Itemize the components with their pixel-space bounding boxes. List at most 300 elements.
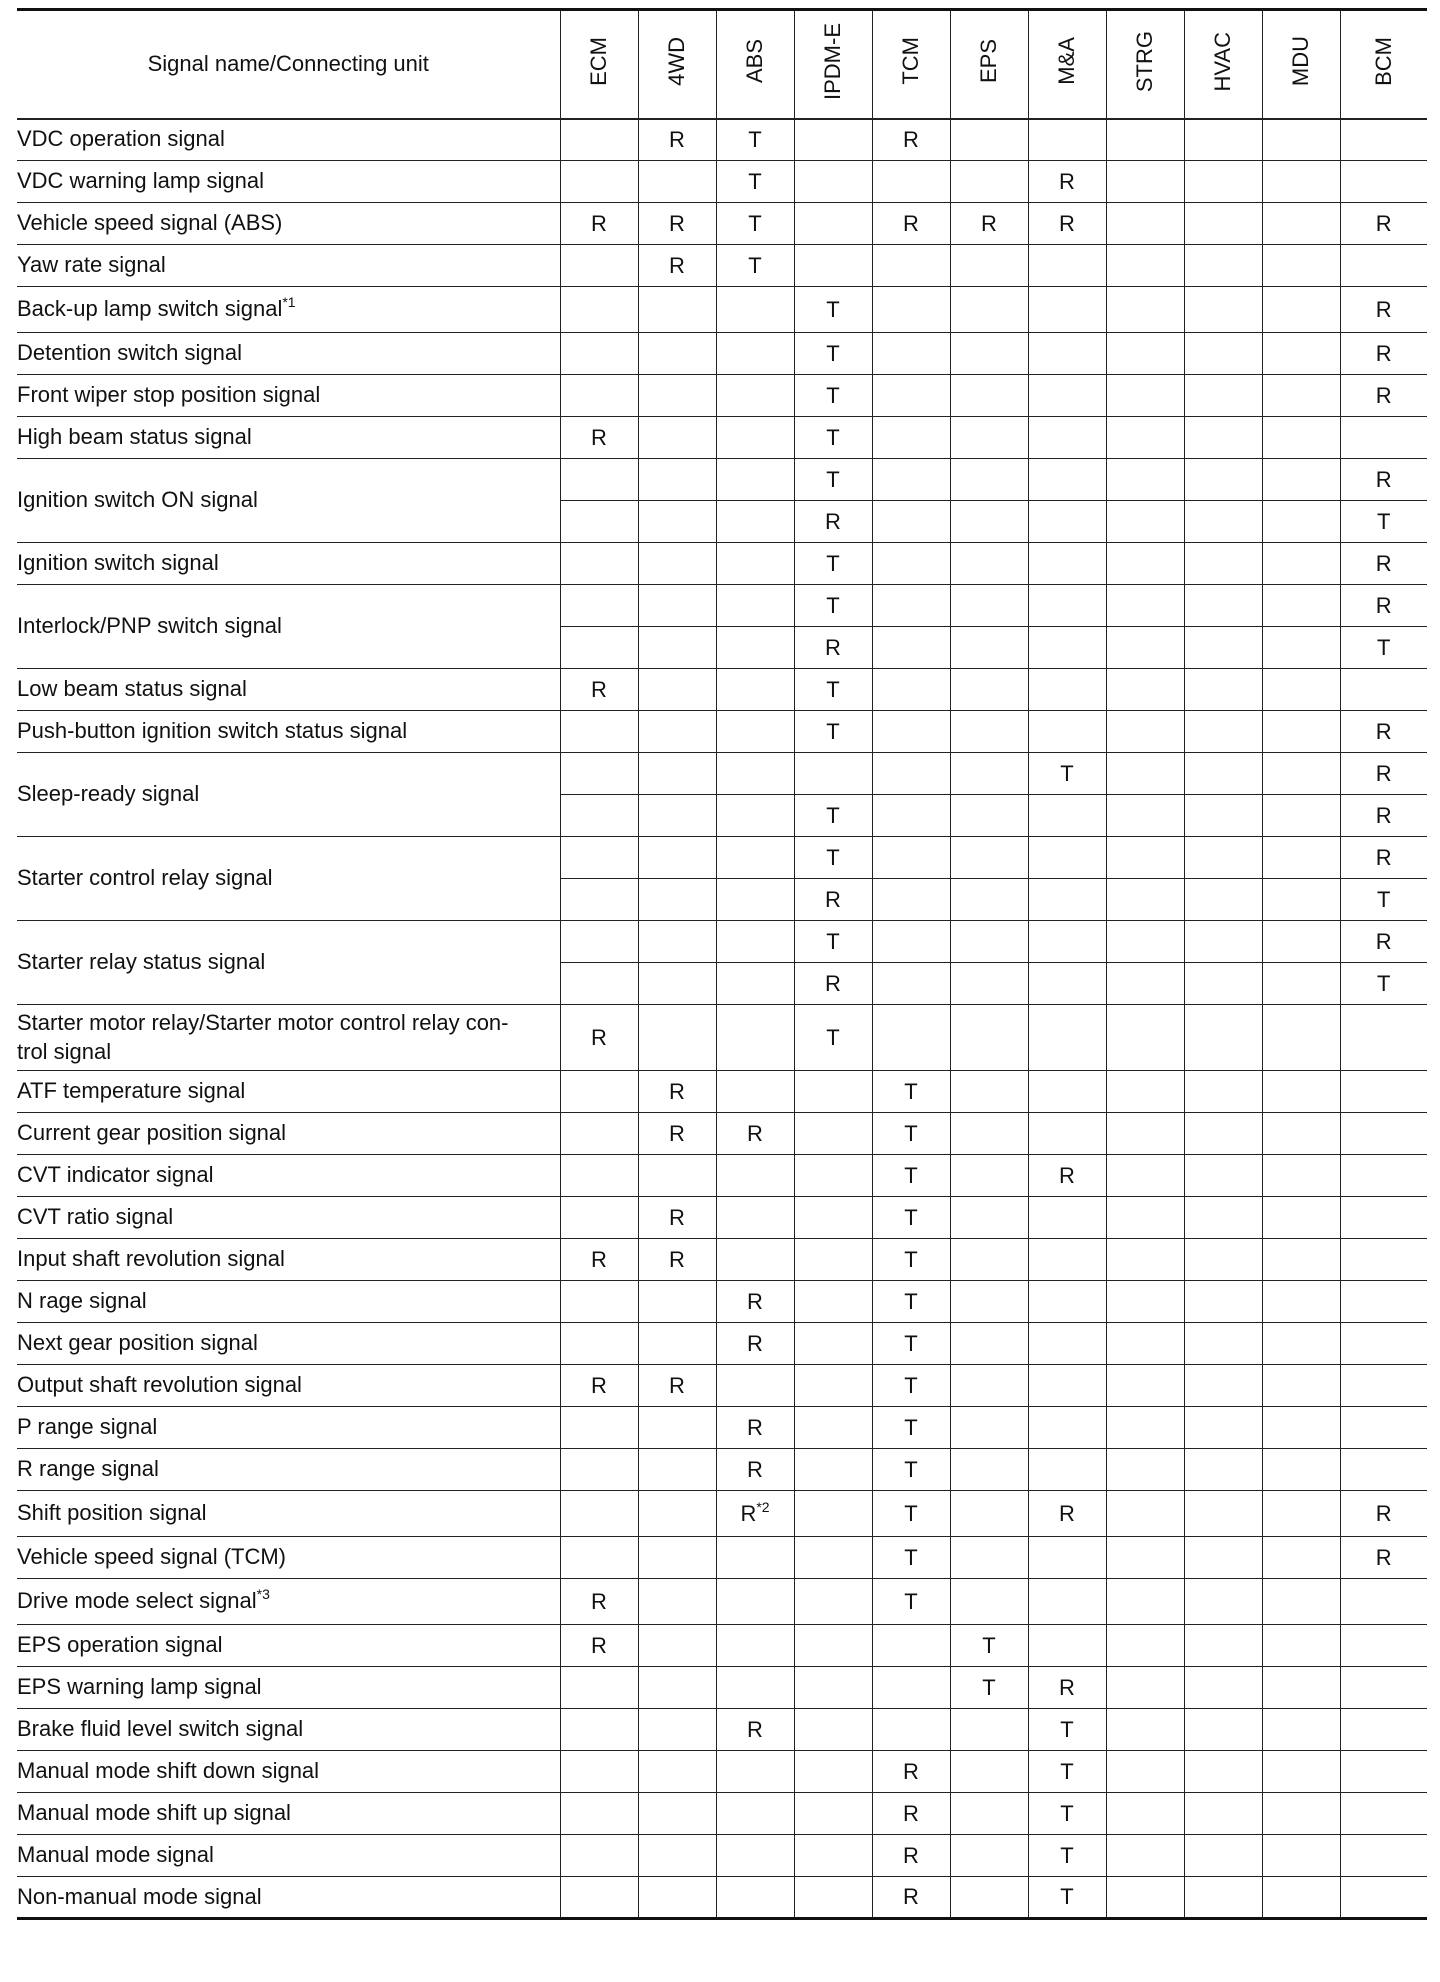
signal-cell [1106,1323,1184,1365]
signal-name-text: R range signal [17,1456,159,1482]
signal-cell [950,1365,1028,1407]
signal-cell [638,543,716,585]
signal-cell [560,1835,638,1877]
signal-cell: T [1028,1709,1106,1751]
signal-name-text: N rage signal [17,1288,147,1314]
table-row [17,1155,1427,1197]
signal-name [17,119,560,161]
signal-cell [794,119,872,161]
signal-cell [1340,1113,1427,1155]
signal-cell [716,1877,794,1919]
table-row [17,375,1427,417]
signal-name-text: Vehicle speed signal (ABS) [17,210,283,236]
signal-cell [950,627,1028,669]
signal-cell [560,119,638,161]
signal-name-text: Sleep-ready signal [17,781,200,807]
signal-cell [1106,1449,1184,1491]
signal-name [17,161,560,203]
signal-name-text: P range signal [17,1414,158,1440]
signal-cell [1106,1579,1184,1625]
signal-cell [716,585,794,627]
signal-cell [1028,585,1106,627]
signal-cell [1184,669,1262,711]
signal-cell [1340,1667,1427,1709]
signal-cell [1262,669,1340,711]
signal-cell: T [1340,627,1427,669]
signal-cell [950,585,1028,627]
signal-cell [1262,1407,1340,1449]
signal-name [17,1579,560,1625]
signal-cell [1106,711,1184,753]
signal-name [17,837,560,921]
signal-cell [638,795,716,837]
unit-label: 4WD [664,36,689,86]
column-header-unit [716,10,794,119]
signal-cell [950,837,1028,879]
signal-name-text: Non-manual mode signal [17,1883,262,1909]
signal-cell [1340,669,1427,711]
signal-cell [716,1751,794,1793]
signal-cell [560,1113,638,1155]
signal-cell [872,245,950,287]
signal-cell: R [560,1579,638,1625]
signal-name-text: Low beam status signal [17,676,247,702]
signal-cell [716,1239,794,1281]
signal-cell [638,1323,716,1365]
table-row [17,161,1427,203]
signal-cell [1028,795,1106,837]
signal-cell [1106,1667,1184,1709]
signal-cell: R [1340,795,1427,837]
signal-cell [1106,1113,1184,1155]
signal-table-container [17,8,1427,1920]
signal-cell [950,245,1028,287]
signal-cell [950,963,1028,1005]
signal-name [17,1239,560,1281]
signal-cell [1262,1751,1340,1793]
signal-cell [1262,1579,1340,1625]
signal-name-text: Front wiper stop position signal [17,382,321,408]
signal-cell [1184,1793,1262,1835]
signal-cell: T [794,459,872,501]
signal-cell [1106,1071,1184,1113]
signal-cell [1106,1835,1184,1877]
signal-cell [560,161,638,203]
signal-cell [1184,459,1262,501]
signal-cell: R [950,203,1028,245]
signal-name [17,203,560,245]
signal-name-line: Starter motor relay/Starter motor control relay con- [17,1009,509,1035]
signal-cell: R [794,501,872,543]
signal-cell: R [1028,1667,1106,1709]
column-header-unit [1028,10,1106,119]
signal-name [17,1155,560,1197]
signal-cell [872,585,950,627]
column-header-unit [1106,10,1184,119]
table-row [17,1197,1427,1239]
signal-cell [560,1281,638,1323]
signal-cell [950,1071,1028,1113]
signal-name [17,1449,560,1491]
signal-cell [1340,1835,1427,1877]
signal-cell [1262,879,1340,921]
signal-cell [794,1407,872,1449]
signal-cell [1184,1625,1262,1667]
signal-name [17,1835,560,1877]
column-header-unit [560,10,638,119]
signal-cell [794,1709,872,1751]
signal-cell [1184,1407,1262,1449]
unit-label: MDU [1288,36,1313,87]
signal-cell [1340,1625,1427,1667]
signal-name-text: Next gear position signal [17,1330,258,1356]
signal-cell [950,669,1028,711]
signal-cell: R [1340,711,1427,753]
signal-cell [560,879,638,921]
signal-cell [1184,287,1262,333]
signal-cell [1028,119,1106,161]
table-row [17,1113,1427,1155]
signal-cell [872,459,950,501]
signal-cell [560,375,638,417]
signal-cell [1262,1667,1340,1709]
table-row [17,1835,1427,1877]
signal-name-text: Detention switch signal [17,340,243,366]
signal-cell: T [1028,1877,1106,1919]
table-row [17,1323,1427,1365]
signal-cell [872,627,950,669]
signal-cell [1106,1491,1184,1537]
signal-cell [1028,1113,1106,1155]
signal-cell [1106,1625,1184,1667]
signal-name [17,287,560,333]
signal-cell [560,1197,638,1239]
table-row [17,417,1427,459]
signal-cell [1340,1877,1427,1919]
signal-cell [1028,921,1106,963]
signal-cell [872,879,950,921]
signal-cell [716,543,794,585]
signal-cell [1262,417,1340,459]
signal-cell [950,1197,1028,1239]
signal-cell [1262,963,1340,1005]
signal-cell [1184,501,1262,543]
signal-cell [1262,1793,1340,1835]
signal-cell [1340,119,1427,161]
signal-cell [1340,1197,1427,1239]
signal-cell [950,1281,1028,1323]
signal-cell: T [716,161,794,203]
signal-cell [716,375,794,417]
signal-name-text: Vehicle speed signal (TCM) [17,1544,287,1570]
signal-cell [1106,1005,1184,1071]
signal-cell: R [1028,161,1106,203]
signal-name-text: Brake fluid level switch signal [17,1716,304,1742]
table-row [17,1281,1427,1323]
signal-cell [638,1407,716,1449]
signal-cell [794,1197,872,1239]
signal-cell [1106,1155,1184,1197]
signal-cell: R [638,1239,716,1281]
signal-cell: T [794,837,872,879]
column-header-signal-name: Signal name/Connecting unit [17,10,560,119]
signal-cell [794,1365,872,1407]
signal-cell [872,1667,950,1709]
signal-cell: T [1028,1751,1106,1793]
signal-cell [1184,1835,1262,1877]
signal-cell [1028,245,1106,287]
signal-cell [560,1537,638,1579]
signal-cell [1262,1281,1340,1323]
signal-name [17,753,560,837]
signal-cell [1262,501,1340,543]
signal-name [17,1709,560,1751]
signal-cell [1184,1239,1262,1281]
signal-cell [560,921,638,963]
signal-cell [950,753,1028,795]
signal-cell: T [794,375,872,417]
signal-cell [1262,1113,1340,1155]
signal-cell [1184,711,1262,753]
signal-cell [1340,1239,1427,1281]
signal-cell: T [1028,1835,1106,1877]
signal-cell [1340,1281,1427,1323]
signal-cell: R [638,1365,716,1407]
signal-cell [1028,711,1106,753]
signal-cell [1184,1709,1262,1751]
table-row [17,1365,1427,1407]
signal-cell [950,543,1028,585]
table-row [17,245,1427,287]
signal-cell [716,711,794,753]
signal-cell [638,669,716,711]
signal-name [17,1667,560,1709]
signal-cell [950,287,1028,333]
signal-cell [716,879,794,921]
signal-cell [1028,1365,1106,1407]
signal-cell [1262,203,1340,245]
table-row [17,1751,1427,1793]
signal-cell [1028,1281,1106,1323]
signal-cell [1106,963,1184,1005]
signal-cell [872,837,950,879]
signal-cell [1262,711,1340,753]
signal-cell [1028,1449,1106,1491]
signal-cell [1106,119,1184,161]
signal-cell: T [872,1197,950,1239]
unit-label: STRG [1132,30,1157,92]
signal-cell [950,1449,1028,1491]
signal-cell [950,1113,1028,1155]
signal-cell [560,1751,638,1793]
signal-cell [794,1877,872,1919]
signal-cell [1184,585,1262,627]
signal-cell: R [1340,585,1427,627]
signal-cell: R [1340,1537,1427,1579]
signal-name-text: Manual mode shift down signal [17,1758,320,1784]
signal-cell: R [1340,753,1427,795]
signal-cell [794,1491,872,1537]
signal-cell [638,1877,716,1919]
table-row [17,1407,1427,1449]
signal-cell [560,1709,638,1751]
signal-name [17,459,560,543]
signal-cell [1028,1323,1106,1365]
signal-name [17,669,560,711]
unit-label: TCM [898,37,923,86]
signal-name-text: Ignition switch signal [17,550,219,576]
signal-cell [872,711,950,753]
signal-name-text: EPS warning lamp signal [17,1674,262,1700]
signal-cell [1184,1449,1262,1491]
signal-cell [1262,753,1340,795]
table-row [17,837,1427,879]
signal-cell [950,501,1028,543]
signal-cell [1340,417,1427,459]
signal-cell [638,1005,716,1071]
unit-label: IPDM-E [820,22,845,100]
signal-name [17,417,560,459]
signal-name-text: Yaw rate signal [17,252,166,278]
signal-cell [560,1491,638,1537]
signal-cell [1106,1793,1184,1835]
signal-cell: R [872,1877,950,1919]
signal-name [17,711,560,753]
signal-name-text: Starter control relay signal [17,865,273,891]
signal-cell [1106,1877,1184,1919]
signal-cell [1106,1709,1184,1751]
signal-cell: R [1028,1491,1106,1537]
signal-cell [950,459,1028,501]
signal-cell [1262,1155,1340,1197]
signal-cell [794,1155,872,1197]
signal-cell [1106,1537,1184,1579]
signal-cell: T [716,119,794,161]
signal-cell: R [638,1197,716,1239]
signal-cell: R [560,1239,638,1281]
signal-cell [638,287,716,333]
signal-cell: T [794,795,872,837]
signal-cell [1340,1709,1427,1751]
signal-cell [1106,795,1184,837]
signal-cell [1184,203,1262,245]
signal-cell [950,921,1028,963]
signal-cell [950,1835,1028,1877]
signal-cell [1262,795,1340,837]
unit-label: EPS [976,39,1001,84]
signal-cell [1340,1323,1427,1365]
signal-cell [716,753,794,795]
signal-cell [1184,963,1262,1005]
signal-name [17,375,560,417]
signal-cell: R [1340,459,1427,501]
signal-cell [1106,287,1184,333]
signal-cell [1340,1793,1427,1835]
signal-cell [794,161,872,203]
signal-cell [716,669,794,711]
signal-cell [560,459,638,501]
signal-cell [638,963,716,1005]
signal-cell [716,417,794,459]
signal-cell [638,1491,716,1537]
signal-cell [1262,1323,1340,1365]
signal-cell [794,1113,872,1155]
signal-cell: R [638,119,716,161]
signal-name [17,245,560,287]
signal-name-text: CVT ratio signal [17,1204,174,1230]
column-header-unit [1262,10,1340,119]
signal-cell [1106,1281,1184,1323]
unit-label: M&A [1054,37,1079,86]
signal-cell [560,1877,638,1919]
signal-name-text: Drive mode select signal [17,1588,257,1614]
signal-cell [872,795,950,837]
signal-cell [950,417,1028,459]
signal-cell [1106,245,1184,287]
signal-cell [1106,161,1184,203]
signal-cell: T [1028,1793,1106,1835]
signal-cell [794,1625,872,1667]
signal-name [17,1281,560,1323]
signal-cell [560,963,638,1005]
signal-cell: R [716,1323,794,1365]
signal-cell [1262,161,1340,203]
signal-cell: R [1340,837,1427,879]
signal-cell: R [638,1071,716,1113]
signal-cell [716,501,794,543]
signal-cell [1184,1155,1262,1197]
signal-cell [872,1005,950,1071]
signal-name-text: VDC operation signal [17,126,225,152]
signal-cell: R [560,669,638,711]
signal-cell [950,1877,1028,1919]
signal-cell [716,1835,794,1877]
signal-cell [1184,1579,1262,1625]
signal-cell: R [560,1365,638,1407]
signal-cell [716,1071,794,1113]
signal-cell [1262,585,1340,627]
signal-cell [1184,543,1262,585]
signal-cell [1340,1407,1427,1449]
signal-cell: T [794,711,872,753]
signal-cell [794,245,872,287]
signal-cell [1106,1197,1184,1239]
signal-cell [1106,753,1184,795]
signal-cell [872,963,950,1005]
signal-cell [1106,375,1184,417]
signal-cell [560,711,638,753]
signal-cell: R [1340,1491,1427,1537]
unit-label: ABS [742,39,767,84]
signal-cell [872,1625,950,1667]
signal-cell [638,1449,716,1491]
table-row [17,1449,1427,1491]
table-row [17,119,1427,161]
signal-cell [638,1667,716,1709]
signal-cell: R [1340,333,1427,375]
signal-cell [1184,161,1262,203]
signal-cell [1028,1407,1106,1449]
signal-cell [1262,1491,1340,1537]
signal-cell [1106,921,1184,963]
table-row [17,1537,1427,1579]
signal-cell [1262,1005,1340,1071]
signal-cell [560,501,638,543]
signal-cell [1106,837,1184,879]
signal-cell [1262,1835,1340,1877]
signal-cell: R [638,203,716,245]
signal-cell [1340,1071,1427,1113]
